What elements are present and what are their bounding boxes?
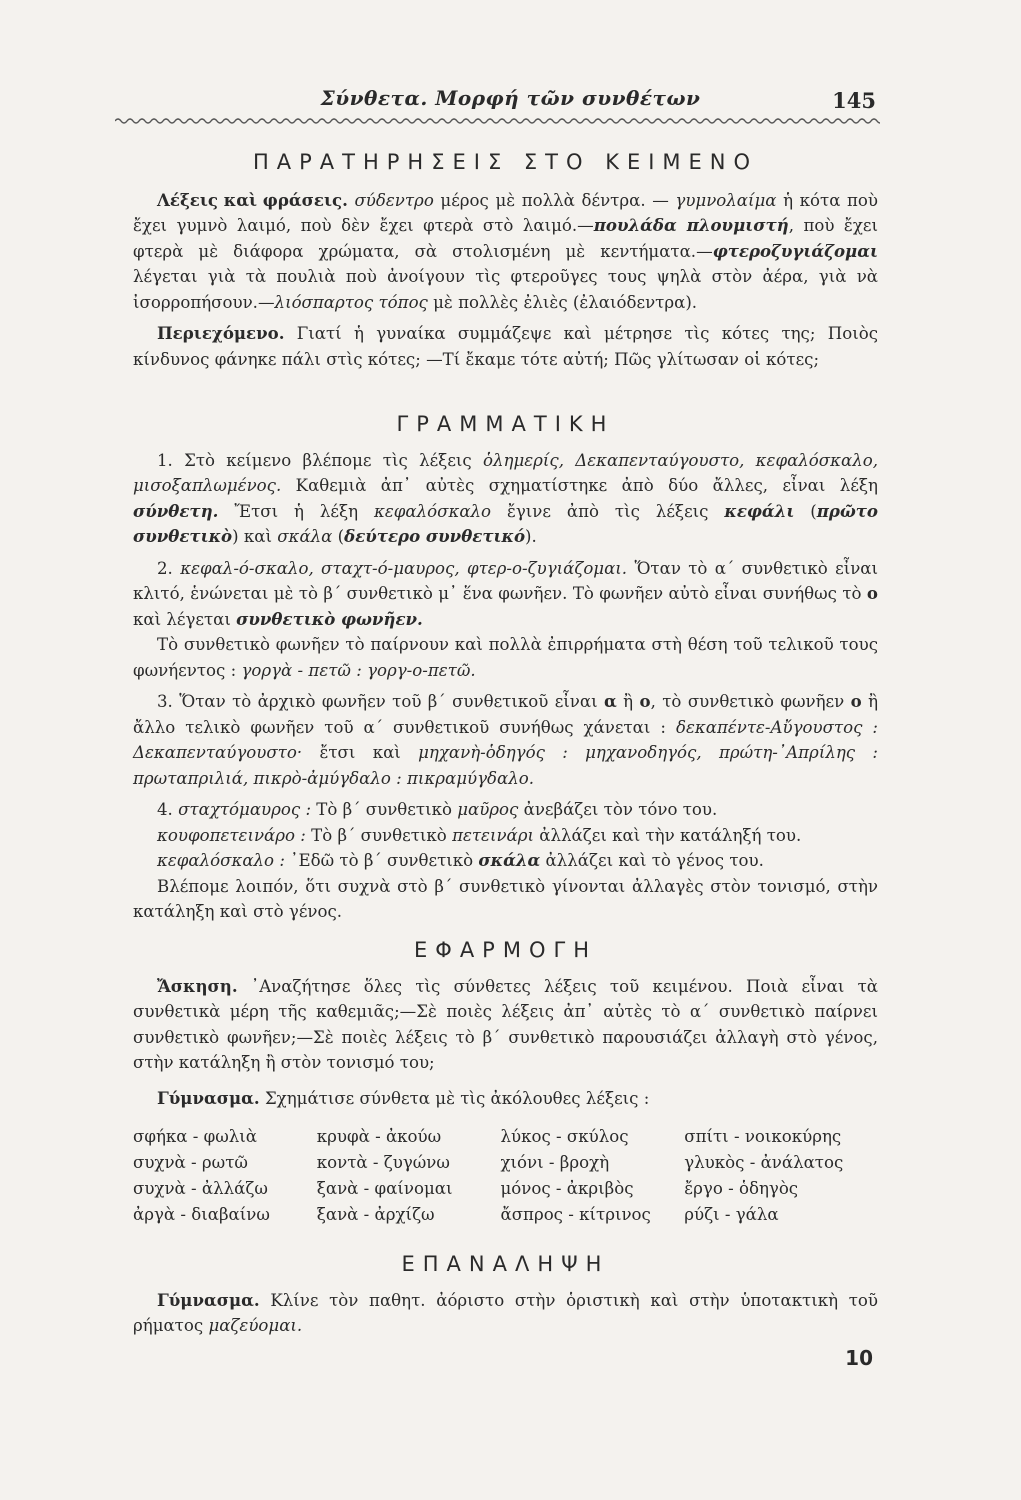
text-run: ). [525,527,537,546]
text-run: Τὸ β΄ συνθετικὸ [305,825,453,845]
exercise-paragraph [133,974,878,1076]
word-pair: ἀργὰ - διαβαίνω [133,1205,270,1224]
word-pair: γλυκὸς - ἀνάλατος [684,1153,844,1172]
text-run: ἡ κότα ποὺ ἔχει γυμνὸ λαιμό, ποὺ δὲν ἔχει φτερὰ στὸ λαιμό.— [133,190,879,235]
text-run: ἢ [616,692,640,711]
text-run: ἀλλάζει καὶ τὴν κατάληξή του. [534,825,802,845]
grammar-point-1 [133,448,878,550]
text-run: ἀνεβάζει τὸν τόνο του. [518,800,718,819]
word-grid-row [133,1124,868,1150]
text-run: ) καὶ [232,527,278,546]
content-label: Περιεχόμενο. [157,323,285,343]
text-run: ο [866,583,878,603]
grammar-point-2 [133,556,878,633]
grammar-point-4c [133,848,878,874]
content-paragraph [133,321,878,372]
words-label: Λέξεις καὶ φράσεις. [157,189,348,210]
text-run: μαῦρος [457,800,519,819]
application-heading: ΕΦΑΡΜΟΓΗ [414,938,597,962]
text-run: ἀλλάζει καὶ τὸ γένος του. [540,851,764,870]
text-run: , τὸ συνθετικὸ φωνῆεν [650,692,851,711]
text-run: ᾽Εδῶ τὸ β΄ συνθετικὸ [284,851,479,870]
text-run: ἢ ἄλλο τελικὸ φωνῆεν τοῦ α΄ συνθετικοῦ συνήθως χάνεται : [133,692,879,737]
word-pair: ξανὰ - φαίνομαι [316,1179,453,1198]
grammar-point-4 [133,797,878,823]
text-run: Κλίνε τὸν παθητ. ἀόριστο στὴν ὁριστικὴ καὶ στὴν ὑποτακτικὴ τοῦ ρήματος [133,1290,878,1335]
text-run: σκάλα [277,527,333,546]
word-pair: συχνὰ - ἀλλάζω [133,1179,268,1198]
drill-paragraph [133,1086,878,1112]
text-run: δεκαπέντε-Αὔγουστος : Δεκαπενταύγουστο· [133,717,878,762]
text-run: 3. Ὅταν τὸ ἀρχικὸ φωνῆεν τοῦ β΄ συνθετικοῦ εἶναι [157,692,604,711]
text-run: συνθετικὸ φωνῆεν. [236,608,423,629]
text-run: ἔγινε ἀπὸ τὶς λέξεις [491,501,725,521]
text-run: 1. Στὸ κείμενο βλέπομε τὶς λέξεις [157,450,484,470]
text-run: σταχτόμαυρος : [178,800,312,819]
words-paragraph [133,188,878,316]
running-header-title: Σύνθετα. Μορφή τῶν συνθέτων [320,86,701,110]
review-section [133,1252,878,1339]
word-pair: κρυφὰ - ἀκούω [316,1127,442,1146]
word-pair: μόνος - ἀκριβὸς [500,1179,634,1198]
word-grid-row [133,1150,868,1176]
review-heading: ΕΠΑΝΑΛΗΨΗ [401,1252,610,1276]
text-run: δεύτερο συνθετικό [344,526,526,546]
text-run: ( [794,501,817,521]
observations-section [133,150,878,372]
text-run: κεφαλόσκαλο : [157,851,285,870]
text-run: 4. [157,800,179,819]
text-run: μὲ πολλὲς ἐλιὲς (ἐλαιόδεντρα). [427,292,698,312]
text-run: φτεροζυγιάζομαι [712,240,878,261]
text-run: γυμνολαίμα [675,190,777,210]
word-pair: κοντὰ - ζυγώνω [316,1153,450,1172]
signature-number: 10 [845,1346,873,1370]
text-run: ( [332,527,345,546]
word-grid-row [133,1176,868,1202]
text-run: , ποὺ ἔχει φτερὰ μὲ διάφορα χρώματα, σὰ στολισμένη μὲ κεντήματα.— [133,216,878,261]
text-run: ὁλημερίς, Δεκαπενταύγουστο, κεφαλόσκαλο, μισοξαπλωμένος. [133,450,878,495]
text-run: 2. [157,558,181,578]
text-run: α [604,691,617,711]
text-run: μαζεύομαι. [208,1316,303,1335]
text-run: κεφαλ-ό-σκαλο, σταχτ-ό-μαυρος, φτερ-ο-ζυγιάζομαι. [180,558,628,578]
text-run: κεφάλι [724,500,795,521]
exercise-label: Ἄσκηση. [157,975,238,996]
text-run: κουφοπετεινάρο : [157,825,306,845]
application-section [133,938,878,1111]
content-text: Γιατί ἡ γυναίκα συμμάζεψε καὶ μέτρησε τὶς κότες της; Ποιὸς κίνδυνος φάνηκε πάλι στὶς κότες; —Τί ἔκαμε τότε αὐτή; Πῶς γλίτωσαν οἱ κότες; [133,324,878,369]
drill-label: Γύμνασμα. [157,1087,260,1108]
review-paragraph [133,1288,878,1339]
header-wavy-rule [115,112,880,130]
text-run: ο [850,691,862,711]
text-run: κεφαλόσκαλο [374,501,492,521]
grammar-conclusion: Βλέπομε λοιπόν, ὅτι συχνὰ στὸ β΄ συνθετικὸ γίνονται ἀλλαγὲς στὸν τονισμό, στὴν κατάληξη καὶ στὸ γένος. [133,876,878,921]
text-run: Καθεμιὰ ἀπ᾽ αὐτὲς σχηματίστηκε ἀπὸ δύο ἄλλες, εἶναι λέξη [281,476,878,495]
text-run: σύδεντρο [354,190,434,210]
grammar-section [133,412,878,925]
text-run: πετεινάρι [452,825,535,845]
grammar-point-2-note [133,632,878,683]
word-pair: λύκος - σκύλος [500,1127,629,1146]
page-number: 145 [832,88,876,113]
text-run: ἔτσι καὶ [302,743,419,762]
drill-text: Σχημάτισε σύνθετα μὲ τὶς ἀκόλουθες λέξεις : [264,1088,650,1108]
text-run: Τὸ συνθετικὸ φωνῆεν τὸ παίρνουν καὶ πολλὰ ἐπιρρήματα στὴ θέση τοῦ τελικοῦ τους φωνήεντος : [133,635,878,680]
text-run: γοργὰ - πετῶ : γοργ-ο-πετῶ. [241,660,476,680]
review-drill-label: Γύμνασμα. [157,1289,260,1310]
word-grid-row [133,1202,868,1228]
word-pair: ἔργο - ὁδηγὸς [684,1179,799,1198]
text-run: Ὅταν τὸ α΄ συνθετικὸ εἶναι κλιτό, ἑνώνεται μὲ τὸ β΄ συνθετικὸ μ᾽ ἕνα φωνῆεν. Τὸ φωνῆεν αὐτὸ εἶναι συνήθως τὸ [133,558,879,603]
word-pairs-grid [133,1124,868,1228]
grammar-heading: ΓΡΑΜΜΑΤΙΚΗ [396,412,615,436]
grammar-point-4b [133,823,878,849]
text-run: πρῶτο συνθετικὸ [133,500,878,546]
grammar-point-3 [133,689,878,791]
word-pair: ρύζι - γάλα [684,1205,779,1224]
text-run: καὶ λέγεται [133,609,237,629]
word-pair: σπίτι - νοικοκύρης [684,1127,842,1146]
text-run: πουλάδα πλουμιστή [593,215,789,235]
word-pair: συχνὰ - ρωτῶ [133,1153,248,1172]
text-run: σύνθετη. [133,500,219,521]
word-pair: ξανὰ - ἀρχίζω [316,1205,435,1224]
text-run: λέγεται γιὰ τὰ πουλιὰ ποὺ ἀνοίγουν τὶς φτεροῦγες τους ψηλὰ στὸν ἀέρα, γιὰ νὰ ἰσορροπήσουν.— [133,267,878,312]
word-pair: σφήκα - φωλιὰ [133,1127,257,1146]
text-run: ο [639,691,651,711]
word-pair: χιόνι - βροχὴ [500,1153,610,1172]
observations-heading: ΠΑΡΑΤΗΡΗΣΕΙΣ ΣΤΟ ΚΕΙΜΕΝΟ [252,150,759,174]
word-pair: ἄσπρος - κίτρινος [500,1205,651,1224]
text-run: σκάλα [478,850,541,870]
text-run: μηχανὴ-ὁδηγός : μηχανοδηγός, πρώτη-᾽Απρίλης : πρωταπριλιά, πικρὸ-ἀμύγδαλο : πικραμύγδαλο. [133,743,879,788]
text-run: μέρος μὲ πολλὰ δέντρα. — [433,190,676,210]
text-run: λιόσπαρτος τόπος [274,292,428,312]
exercise-text: ᾽Αναζήτησε ὅλες τὶς σύνθετες λέξεις τοῦ κειμένου. Ποιὰ εἶναι τὰ συνθετικὰ μέρη τῆς καθεμιᾶς;—Σὲ ποιὲς λέξεις ἀπ᾽ αὐτὲς τὸ α΄ συνθετικὸ παίρνει συνθετικὸ φωνῆεν;—Σὲ ποιὲς λέξεις τὸ β΄ συνθετικὸ παρουσιάζει ἀλλαγὴ στὸ γένος, στὴν κατάληξη ἢ στὸν τονισμό του; [133,976,878,1072]
text-run: Ἔτσι ἡ λέξη [218,501,374,521]
text-run: Τὸ β΄ συνθετικὸ [311,800,458,819]
